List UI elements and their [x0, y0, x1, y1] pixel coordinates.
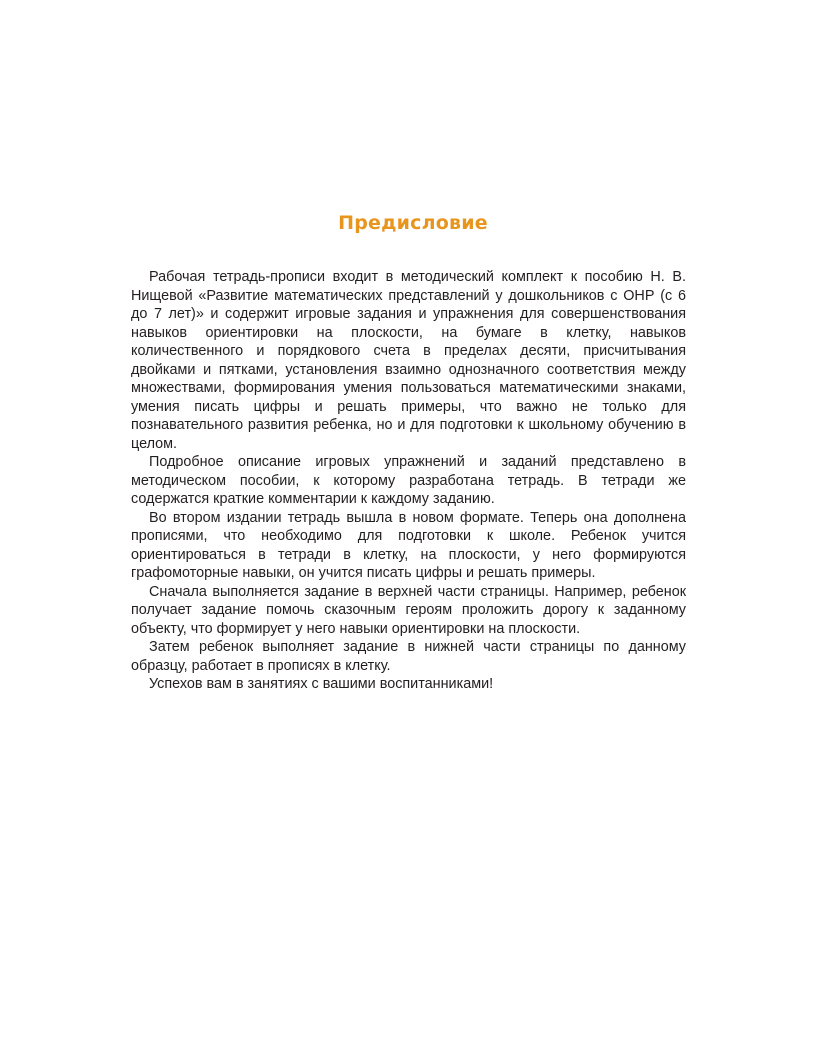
paragraph: Успехов вам в занятиях с вашими воспитанниками! — [149, 676, 494, 692]
paragraph: Во втором издании тетрадь вышла в новом формате. Теперь она дополнена прописями, что необходимо для подготовки к школе. Ребенок учится ориентироваться в тетради в клетку, на плоскости, у него формируются графомоторные навыки, он учится писать цифры и решать примеры. — [131, 509, 686, 581]
body-text — [131, 268, 686, 694]
paragraph: Рабочая тетрадь-прописи входит в методический комплект к пособию Н. В. Нищевой «Развитие математических представлений у дошкольников с ОНР (с 6 до 7 лет)» и содержит игровые задания и упражнения для совершенствования навыков ориентировки на плоскости, на бумаге в клетку, навыков количественного и порядкового счета в пределах десяти, присчитывания двойками и пятками, установления взаимно однозначного соответствия между множествами, формирования умения пользоваться математическими знаками, умения писать цифры и решать примеры, что важно не только для познавательного развития ребенка, но и для подготовки к школьному обучению в целом. — [131, 269, 686, 452]
paragraph: Затем ребенок выполняет задание в нижней части страницы по данному образцу, работает в прописях в клетку. — [131, 639, 686, 674]
page-title: Предисловие — [338, 212, 488, 234]
paragraph: Сначала выполняется задание в верхней части страницы. Например, ребенок получает задание помочь сказочным героям проложить дорогу к заданному объекту, что формирует у него навыки ориентировки на плоскости. — [131, 583, 686, 637]
paragraph: Подробное описание игровых упражнений и заданий представлено в методическом пособии, к которому разработана тетрадь. В тетради же содержатся краткие комментарии к каждому заданию. — [131, 454, 686, 507]
